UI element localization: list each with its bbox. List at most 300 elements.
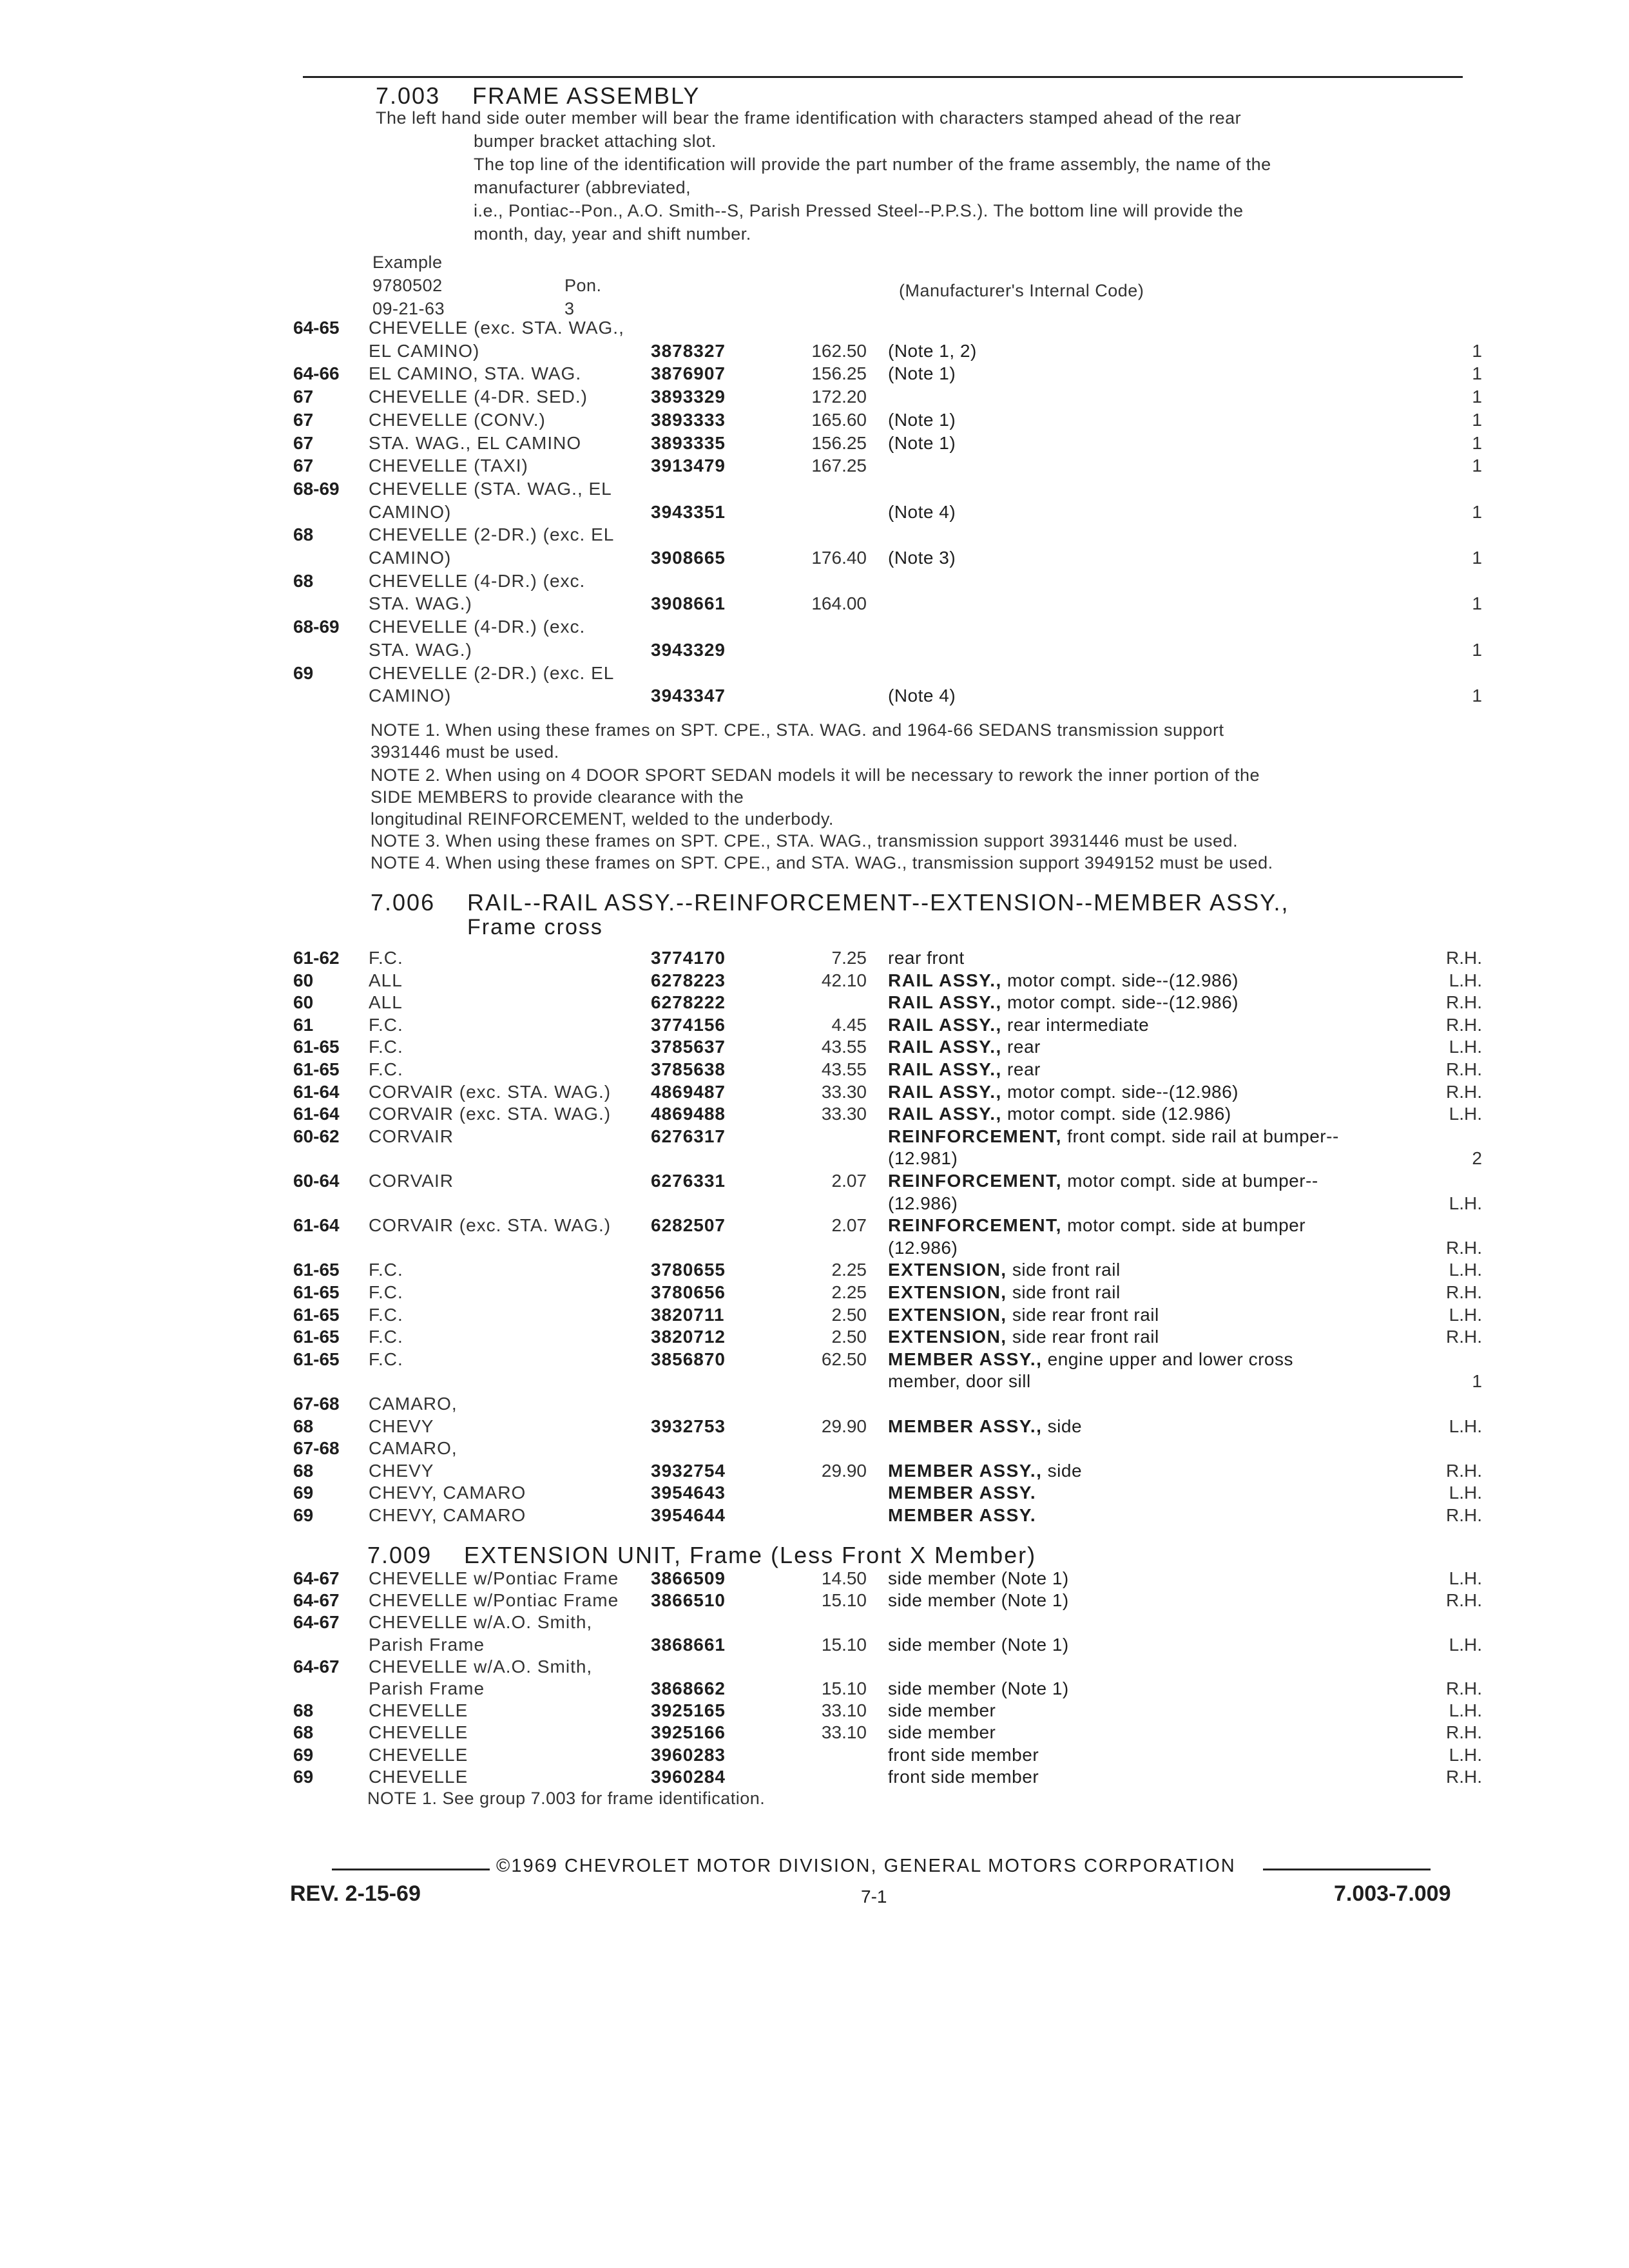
model-name: F.C.	[369, 948, 403, 968]
description-text: engine upper and lower cross	[1042, 1349, 1294, 1369]
model-year: 61-65	[293, 1059, 340, 1079]
part-number: 3913479	[651, 456, 726, 476]
description-text: side rear front rail	[1007, 1327, 1159, 1347]
quantity-or-side: R.H.	[1446, 1081, 1482, 1102]
model-year: 60-62	[293, 1126, 340, 1146]
parts-row	[0, 456, 1629, 479]
intro-line: The left hand side outer member will bear the frame identification with characters stamped ahead of the rear	[376, 108, 1242, 128]
description-text: rear	[1001, 1037, 1041, 1057]
description: side member (Note 1)	[888, 1634, 1069, 1655]
parts-row	[0, 1700, 1629, 1724]
description	[888, 1015, 1149, 1035]
section-7006-subtitle: Frame cross	[467, 915, 603, 939]
model-name: CHEVELLE	[369, 1700, 468, 1721]
section-7006-heading	[371, 889, 1289, 916]
description-keyword: EXTENSION,	[888, 1304, 1007, 1325]
quantity-or-side: 1	[1472, 593, 1482, 614]
description: (Note 1)	[888, 363, 956, 384]
parts-row	[0, 970, 1629, 994]
parts-row	[0, 1193, 1629, 1216]
quantity-or-side: L.H.	[1449, 1104, 1482, 1124]
quantity-or-side: 1	[1472, 432, 1482, 453]
section-title: RAIL--RAIL ASSY.--REINFORCEMENT--EXTENSION--MEMBER ASSY.,	[467, 889, 1289, 916]
model-name: CHEVELLE (CONV.)	[369, 409, 546, 430]
part-number: 3943347	[651, 686, 726, 706]
part-number: 6278223	[651, 970, 726, 990]
model-name: F.C.	[369, 1327, 403, 1347]
model-name: EL CAMINO, STA. WAG.	[369, 363, 582, 384]
quantity-or-side: L.H.	[1449, 970, 1482, 990]
model-name: CHEVY, CAMARO	[369, 1483, 526, 1503]
description: (Note 1)	[888, 409, 956, 430]
parts-row	[0, 363, 1629, 387]
parts-row	[0, 1505, 1629, 1528]
parts-row	[0, 593, 1629, 617]
description-keyword: MEMBER ASSY.,	[888, 1349, 1043, 1369]
model-name: CORVAIR (exc. STA. WAG.)	[369, 1215, 612, 1236]
description	[888, 1059, 1041, 1080]
parts-row	[0, 1104, 1629, 1127]
description: side member	[888, 1722, 996, 1743]
parts-row	[0, 1767, 1629, 1790]
description-keyword: MEMBER ASSY.	[888, 1505, 1037, 1525]
note-line: NOTE 2. When using on 4 DOOR SPORT SEDAN models it will be necessary to rework the inner portion of the	[371, 765, 1260, 785]
part-number: 3866510	[651, 1590, 726, 1611]
part-number: 3943351	[651, 501, 726, 522]
price: 15.10	[821, 1590, 867, 1611]
description	[888, 1238, 958, 1258]
price: 29.90	[821, 1416, 867, 1436]
description: front side member	[888, 1744, 1039, 1765]
description	[888, 1148, 958, 1169]
model-name: F.C.	[369, 1349, 403, 1369]
price: 62.50	[821, 1349, 867, 1369]
description-text: rear front	[888, 948, 965, 968]
quantity-or-side: 1	[1472, 456, 1482, 476]
parts-row	[0, 548, 1629, 571]
part-number: 6276331	[651, 1171, 726, 1191]
parts-row	[0, 433, 1629, 456]
part-number: 3868662	[651, 1678, 726, 1698]
description-text: side	[1042, 1416, 1083, 1436]
model-year: 61-62	[293, 948, 340, 968]
parts-row	[0, 1371, 1629, 1394]
model-name: STA. WAG.)	[369, 593, 472, 614]
description-keyword: REINFORCEMENT,	[888, 1126, 1062, 1146]
part-number: 3785637	[651, 1037, 726, 1057]
description: front side member	[888, 1766, 1039, 1787]
model-name: CORVAIR	[369, 1171, 454, 1191]
description	[888, 1483, 1036, 1503]
model-year: 69	[293, 1744, 314, 1765]
parts-row	[0, 1126, 1629, 1149]
part-number: 3954644	[651, 1505, 726, 1525]
note-line: SIDE MEMBERS to provide clearance with the	[371, 787, 744, 807]
description	[888, 1349, 1293, 1370]
description-text: motor compt. side (12.986)	[1001, 1104, 1231, 1124]
description-keyword: RAIL ASSY.,	[888, 970, 1002, 990]
model-name: CHEVELLE (4-DR.) (exc.	[369, 617, 586, 637]
description-keyword: RAIL ASSY.,	[888, 992, 1002, 1013]
model-name: EL CAMINO)	[369, 340, 480, 361]
part-number: 3932753	[651, 1416, 726, 1436]
description-text: motor compt. side--(12.986)	[1001, 1081, 1239, 1102]
description-text: front compt. side rail at bumper--	[1061, 1126, 1339, 1146]
parts-row	[0, 318, 1629, 341]
model-name: ALL	[369, 992, 403, 1013]
quantity-or-side: 1	[1472, 340, 1482, 361]
model-year: 68	[293, 524, 314, 545]
example-label: Example	[372, 253, 443, 272]
quantity-or-side: R.H.	[1446, 1014, 1482, 1035]
quantity-or-side: R.H.	[1446, 1460, 1482, 1481]
quantity-or-side: R.H.	[1446, 1766, 1482, 1787]
description	[888, 1305, 1159, 1325]
parts-row	[0, 1305, 1629, 1328]
part-number: 3866509	[651, 1568, 726, 1588]
parts-row	[0, 524, 1629, 548]
section-title: EXTENSION UNIT, Frame (Less Front X Member)	[464, 1542, 1037, 1568]
quantity-or-side: 1	[1472, 409, 1482, 430]
model-year: 64-67	[293, 1590, 340, 1611]
price: 2.07	[831, 1171, 867, 1191]
part-number: 4869488	[651, 1104, 726, 1124]
quantity-or-side: R.H.	[1446, 992, 1482, 1013]
description	[888, 970, 1239, 991]
model-year: 64-67	[293, 1656, 340, 1677]
model-year: 68	[293, 1460, 314, 1481]
description	[888, 948, 965, 968]
part-number: 3878327	[651, 340, 726, 361]
model-year: 61-65	[293, 1327, 340, 1347]
model-year: 64-67	[293, 1612, 340, 1633]
model-year: 67	[293, 432, 314, 453]
model-year: 69	[293, 662, 314, 683]
parts-row	[0, 1416, 1629, 1439]
price: 33.10	[821, 1722, 867, 1743]
price: 14.50	[821, 1568, 867, 1588]
parts-row	[0, 1394, 1629, 1417]
model-year: 67-68	[293, 1394, 340, 1414]
model-year: 69	[293, 1505, 314, 1525]
parts-row	[0, 502, 1629, 525]
model-name: CAMARO,	[369, 1438, 458, 1459]
model-name: CHEVELLE w/Pontiac Frame	[369, 1568, 619, 1588]
model-name: F.C.	[369, 1037, 403, 1057]
price: 43.55	[821, 1037, 867, 1057]
description: (Note 4)	[888, 501, 956, 522]
model-name: CHEVELLE (exc. STA. WAG.,	[369, 318, 624, 338]
parts-row	[0, 1461, 1629, 1484]
part-number: 3893333	[651, 409, 726, 430]
parts-row	[0, 617, 1629, 640]
description-text: motor compt. side at bumper	[1061, 1215, 1306, 1236]
footer-rule-right	[1263, 1869, 1431, 1870]
quantity-or-side: R.H.	[1446, 1059, 1482, 1079]
quantity-or-side: R.H.	[1446, 1590, 1482, 1611]
price: 162.50	[811, 340, 867, 361]
quantity-or-side: L.H.	[1449, 1037, 1482, 1057]
description-text: side	[1042, 1460, 1083, 1481]
intro-line: bumper bracket attaching slot.	[474, 131, 717, 151]
parts-row	[0, 1171, 1629, 1194]
price: 43.55	[821, 1059, 867, 1079]
parts-row	[0, 1082, 1629, 1105]
price: 156.25	[811, 363, 867, 384]
model-name: CHEVELLE w/A.O. Smith,	[369, 1612, 593, 1633]
quantity-or-side: L.H.	[1449, 1744, 1482, 1765]
section-7003-heading	[376, 82, 700, 110]
quantity-or-side: R.H.	[1446, 948, 1482, 968]
section-number: 7.003	[376, 82, 441, 109]
part-number: 3954643	[651, 1483, 726, 1503]
model-year: 64-66	[293, 363, 340, 384]
model-name: CAMARO,	[369, 1394, 458, 1414]
description-keyword: MEMBER ASSY.,	[888, 1460, 1043, 1481]
parts-row	[0, 948, 1629, 971]
description	[888, 1082, 1239, 1102]
part-number: 3876907	[651, 363, 726, 384]
description: side member (Note 1)	[888, 1568, 1069, 1588]
model-year: 61	[293, 1014, 314, 1035]
revision-date: REV. 2-15-69	[290, 1881, 421, 1906]
description-text: side rear front rail	[1007, 1304, 1159, 1325]
quantity-or-side: L.H.	[1449, 1483, 1482, 1503]
parts-row	[0, 1483, 1629, 1506]
model-year: 68	[293, 570, 314, 591]
description-keyword: RAIL ASSY.,	[888, 1104, 1002, 1124]
description: (Note 3)	[888, 548, 956, 568]
parts-row	[0, 410, 1629, 433]
quantity-or-side: L.H.	[1449, 1193, 1482, 1213]
intro-line: month, day, year and shift number.	[474, 224, 751, 244]
note-line: NOTE 1. When using these frames on SPT. CPE., STA. WAG. and 1964-66 SEDANS transmission support	[371, 720, 1224, 740]
description: side member	[888, 1700, 996, 1721]
parts-row	[0, 1722, 1629, 1745]
quantity-or-side: L.H.	[1449, 1260, 1482, 1280]
part-number: 3932754	[651, 1460, 726, 1481]
quantity-or-side: 1	[1472, 501, 1482, 522]
parts-row	[0, 1282, 1629, 1305]
price: 2.50	[831, 1327, 867, 1347]
example-part-number: 9780502	[372, 276, 443, 295]
part-number: 6276317	[651, 1126, 726, 1146]
description-text: motor compt. side at bumper--	[1061, 1171, 1318, 1191]
model-name: F.C.	[369, 1282, 403, 1302]
price: 33.30	[821, 1104, 867, 1124]
model-name: CORVAIR (exc. STA. WAG.)	[369, 1081, 612, 1102]
model-name: CORVAIR (exc. STA. WAG.)	[369, 1104, 612, 1124]
description	[888, 1505, 1036, 1526]
description-text: side front rail	[1007, 1260, 1121, 1280]
model-year: 68	[293, 1722, 314, 1743]
description-text: motor compt. side--(12.986)	[1001, 970, 1239, 990]
model-name: ALL	[369, 970, 403, 990]
price: 4.45	[831, 1014, 867, 1035]
model-year: 68-69	[293, 617, 340, 637]
description-keyword: RAIL ASSY.,	[888, 1014, 1002, 1035]
parts-row	[0, 1612, 1629, 1635]
model-name: F.C.	[369, 1014, 403, 1035]
model-year: 69	[293, 1483, 314, 1503]
model-name: CHEVELLE	[369, 1722, 468, 1743]
parts-row	[0, 1438, 1629, 1461]
part-number: 3893329	[651, 387, 726, 407]
model-year: 68	[293, 1700, 314, 1721]
description-text: rear	[1001, 1059, 1041, 1079]
parts-row	[0, 1215, 1629, 1238]
footer-rule-left	[332, 1869, 490, 1870]
description	[888, 1171, 1318, 1191]
description-keyword: MEMBER ASSY.,	[888, 1416, 1043, 1436]
price: 165.60	[811, 409, 867, 430]
note-line: 3931446 must be used.	[371, 742, 559, 762]
description: (Note 4)	[888, 686, 956, 706]
part-number: 3943329	[651, 639, 726, 660]
part-number: 6278222	[651, 992, 726, 1013]
model-name: CHEVELLE	[369, 1766, 468, 1787]
price: 42.10	[821, 970, 867, 990]
model-name: CHEVY	[369, 1460, 434, 1481]
quantity-or-side: R.H.	[1446, 1505, 1482, 1525]
quantity-or-side: L.H.	[1449, 1568, 1482, 1588]
description	[888, 1327, 1159, 1347]
parts-row	[0, 1059, 1629, 1082]
model-name: CHEVY, CAMARO	[369, 1505, 526, 1525]
model-year: 69	[293, 1766, 314, 1787]
model-year: 67-68	[293, 1438, 340, 1459]
part-number: 3780655	[651, 1260, 726, 1280]
part-number: 3820711	[651, 1304, 725, 1325]
section-title: FRAME ASSEMBLY	[472, 82, 700, 109]
description: (Note 1)	[888, 432, 956, 453]
quantity-or-side: 1	[1472, 1371, 1482, 1392]
price: 29.90	[821, 1460, 867, 1481]
parts-row	[0, 686, 1629, 709]
parts-row	[0, 1745, 1629, 1768]
note-line: longitudinal REINFORCEMENT, welded to the underbody.	[371, 809, 834, 829]
model-name: CHEVELLE (2-DR.) (exc. EL	[369, 524, 615, 545]
parts-row	[0, 1148, 1629, 1171]
model-year: 60-64	[293, 1171, 340, 1191]
model-year: 64-67	[293, 1568, 340, 1588]
price: 15.10	[821, 1634, 867, 1655]
parts-row	[0, 1590, 1629, 1613]
parts-row	[0, 341, 1629, 364]
description: side member (Note 1)	[888, 1678, 1069, 1698]
section-7009-heading	[367, 1542, 1036, 1569]
model-name: CHEVELLE (STA. WAG., EL	[369, 478, 612, 499]
price: 164.00	[811, 593, 867, 614]
intro-line: i.e., Pontiac--Pon., A.O. Smith--S, Parish Pressed Steel--P.P.S.). The bottom line will provide the	[474, 201, 1244, 220]
part-number: 6282507	[651, 1215, 726, 1236]
model-name: CAMINO)	[369, 686, 452, 706]
parts-row	[0, 479, 1629, 502]
model-name: CHEVELLE w/A.O. Smith,	[369, 1656, 593, 1677]
model-name: CAMINO)	[369, 548, 452, 568]
model-year: 61-65	[293, 1349, 340, 1369]
description-keyword: REINFORCEMENT,	[888, 1171, 1062, 1191]
section-number: 7.006	[371, 889, 436, 916]
model-name: Parish Frame	[369, 1678, 485, 1698]
model-year: 61-65	[293, 1037, 340, 1057]
model-year: 61-65	[293, 1282, 340, 1302]
model-year: 61-64	[293, 1215, 340, 1236]
description-text: (12.981)	[888, 1148, 958, 1169]
quantity-or-side: L.H.	[1449, 1416, 1482, 1436]
example-shift: 3	[564, 299, 575, 318]
description-keyword: RAIL ASSY.,	[888, 1037, 1002, 1057]
part-number: 3774156	[651, 1014, 726, 1035]
description	[888, 1193, 958, 1214]
parts-row	[0, 640, 1629, 663]
model-year: 61-65	[293, 1260, 340, 1280]
model-name: CHEVELLE w/Pontiac Frame	[369, 1590, 619, 1611]
model-year: 67	[293, 456, 314, 476]
description	[888, 1037, 1041, 1057]
quantity-or-side: 1	[1472, 686, 1482, 706]
parts-row	[0, 1349, 1629, 1372]
model-name: CHEVELLE (4-DR.) (exc.	[369, 570, 586, 591]
parts-row	[0, 1568, 1629, 1591]
part-number: 3908665	[651, 548, 726, 568]
parts-row	[0, 1260, 1629, 1283]
copyright-line: ©1969 CHEVROLET MOTOR DIVISION, GENERAL MOTORS CORPORATION	[496, 1856, 1236, 1876]
price: 156.25	[811, 432, 867, 453]
part-number: 3820712	[651, 1327, 726, 1347]
price: 176.40	[811, 548, 867, 568]
price: 2.50	[831, 1304, 867, 1325]
description-text: side front rail	[1007, 1282, 1121, 1302]
quantity-or-side: L.H.	[1449, 1634, 1482, 1655]
description-text: (12.986)	[888, 1193, 958, 1213]
model-year: 60	[293, 970, 314, 990]
price: 172.20	[811, 387, 867, 407]
description-keyword: EXTENSION,	[888, 1282, 1007, 1302]
quantity-or-side: R.H.	[1446, 1678, 1482, 1698]
model-name: CHEVELLE	[369, 1744, 468, 1765]
description-text: rear intermediate	[1001, 1014, 1150, 1035]
model-name: CHEVELLE (4-DR. SED.)	[369, 387, 588, 407]
model-name: CAMINO)	[369, 501, 452, 522]
description	[888, 992, 1239, 1013]
example-date: 09-21-63	[372, 299, 445, 318]
model-year: 61-65	[293, 1304, 340, 1325]
model-name: CHEVY	[369, 1416, 434, 1436]
quantity-or-side: R.H.	[1446, 1722, 1482, 1743]
page-number: 7-1	[861, 1887, 887, 1907]
description-keyword: EXTENSION,	[888, 1327, 1007, 1347]
part-number: 3925166	[651, 1722, 726, 1743]
part-number: 3960284	[651, 1766, 726, 1787]
part-number: 3868661	[651, 1634, 726, 1655]
parts-row	[0, 1327, 1629, 1350]
parts-row	[0, 1015, 1629, 1038]
section-7009-note: NOTE 1. See group 7.003 for frame identification.	[367, 1789, 766, 1808]
description	[888, 1416, 1082, 1437]
description-keyword: RAIL ASSY.,	[888, 1059, 1002, 1079]
quantity-or-side: 1	[1472, 548, 1482, 568]
price: 2.25	[831, 1282, 867, 1302]
section-number: 7.009	[367, 1542, 432, 1568]
price: 2.25	[831, 1260, 867, 1280]
quantity-or-side: 2	[1472, 1148, 1482, 1169]
model-year: 68-69	[293, 478, 340, 499]
parts-row	[0, 1657, 1629, 1680]
description	[888, 1371, 1031, 1392]
price: 2.07	[831, 1215, 867, 1236]
model-year: 67	[293, 409, 314, 430]
